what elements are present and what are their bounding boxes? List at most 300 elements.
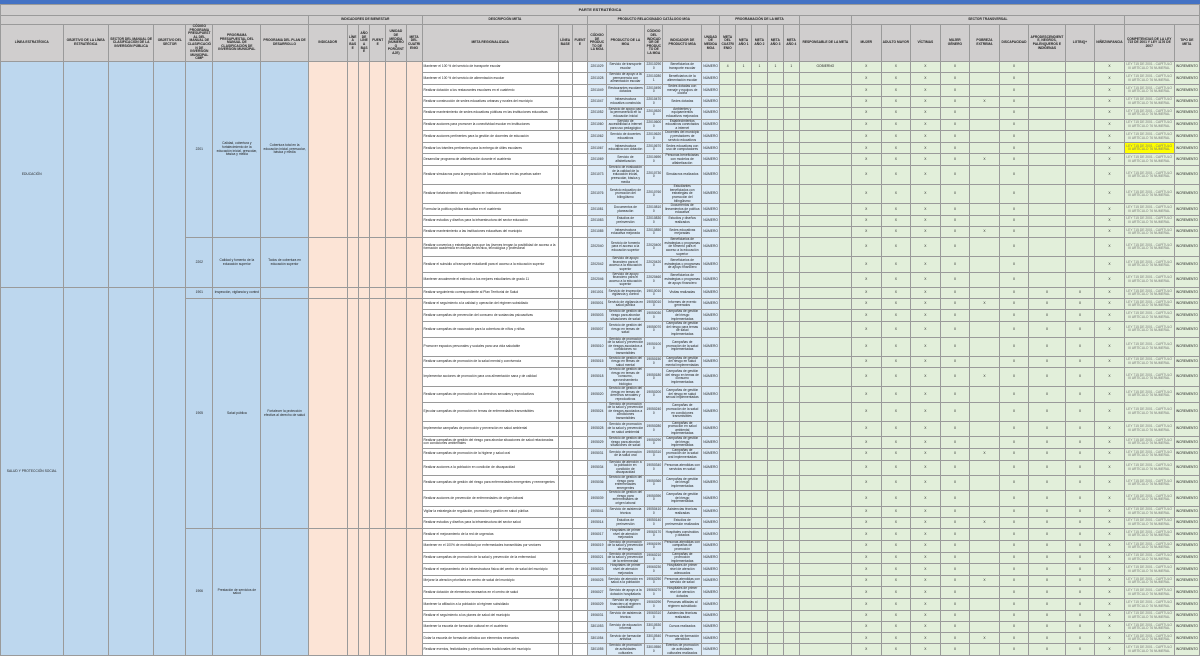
population-mark: X <box>940 599 970 611</box>
meta-y2 <box>752 84 768 96</box>
meta-total <box>720 506 736 517</box>
meta-y4 <box>783 491 799 506</box>
population-mark: X <box>940 131 970 143</box>
meta-source <box>572 368 588 387</box>
mga-indicator-code: 190501800 <box>645 368 663 387</box>
meta-total <box>720 131 736 143</box>
meta-y3 <box>767 633 783 644</box>
population-mark <box>970 61 1000 72</box>
mga-unit: NÚMERO <box>702 436 720 448</box>
population-mark <box>970 610 1000 621</box>
population-mark: X <box>1065 322 1095 337</box>
population-mark: X <box>881 143 911 154</box>
population-mark: X <box>852 107 882 119</box>
meta-y1 <box>736 540 752 552</box>
population-mark <box>970 387 1000 402</box>
mga-product-code: 2201085 <box>588 227 606 238</box>
population-mark <box>1065 131 1095 143</box>
mga-unit: NÚMERO <box>702 517 720 528</box>
meta-y1 <box>736 368 752 387</box>
population-mark: X <box>1065 436 1095 448</box>
population-mark: X <box>1095 421 1125 436</box>
meta-regionalizada: Realizar campañas de prevención del consumo de sustancias psicoactivas <box>422 310 558 322</box>
mga-unit: NÚMERO <box>702 227 720 238</box>
meta-total <box>720 517 736 528</box>
population-mark <box>1029 143 1065 154</box>
mga-indicator-code: 220108300 <box>645 215 663 226</box>
meta-regionalizada: Realizar campañas de promoción de la salud y prevención de la enfermedad <box>422 552 558 564</box>
goal-type: INCREMENTO <box>1174 356 1199 368</box>
meta-y1 <box>736 356 752 368</box>
meta-baseline <box>558 154 572 166</box>
meta-y4 <box>783 387 799 402</box>
mga-unit: NÚMERO <box>702 322 720 337</box>
indicator <box>308 288 347 299</box>
meta-baseline <box>558 143 572 154</box>
mga-indicator: Asistencias técnicas realizadas <box>663 610 702 621</box>
mga-product-code: 2201047 <box>588 96 606 107</box>
mga-indicator-code: 190500300 <box>645 310 663 322</box>
mga-indicator-code: 220204600 <box>645 272 663 287</box>
population-mark: X <box>852 272 882 287</box>
mga-unit: NÚMERO <box>702 633 720 644</box>
mga-product-code: 1905024 <box>588 402 606 421</box>
population-mark: X <box>940 337 970 356</box>
meta-source <box>572 73 588 85</box>
population-mark: X <box>940 576 970 587</box>
population-mark: X <box>911 436 941 448</box>
population-mark: X <box>1095 491 1125 506</box>
population-mark <box>1029 204 1065 216</box>
mga-product: Servicio de promoción de la salud y prevención de riesgos asociados a condiciones no transmisibles <box>607 336 644 355</box>
mga-unit: NÚMERO <box>702 73 720 85</box>
population-mark: X <box>970 299 1000 310</box>
population-mark <box>1065 73 1095 85</box>
law-competence: LEY 715 DE 2001 - CAPÍTULO III ARTÍCULO 76 NUMERAL <box>1124 257 1174 272</box>
population-mark: X <box>999 421 1029 436</box>
meta-y1 <box>736 204 752 216</box>
col-header-21: META DEL CUATRIENIO <box>720 25 736 62</box>
population-mark <box>970 491 1000 506</box>
population-mark: X <box>999 288 1029 299</box>
meta-y3 <box>767 204 783 216</box>
population-mark: X <box>1095 633 1125 644</box>
col-header-29: VÍCTIMAS <box>911 25 941 62</box>
population-mark: X <box>1065 622 1095 633</box>
meta-regionalizada: Realizar convenios y estrategias para que los jóvenes tengan la posibilidad de acceso a la formación académica en educación técnica, tecnológica y profesional <box>422 238 558 257</box>
baseline <box>347 529 358 656</box>
meta-y1 <box>736 238 752 257</box>
meta-y3 <box>767 299 783 310</box>
col-header-26: RESPONSABLE DE LA META <box>799 25 851 62</box>
population-mark: X <box>852 131 882 143</box>
population-mark: X <box>881 436 911 448</box>
meta-y2 <box>752 540 768 552</box>
mga-product-code: 1906027 <box>588 587 606 599</box>
population-mark: X <box>1029 475 1065 490</box>
population-mark: X <box>1029 491 1065 506</box>
goal-type: INCREMENTO <box>1174 421 1199 436</box>
mga-unit: NÚMERO <box>702 421 720 436</box>
mga-unit: NÚMERO <box>702 491 720 506</box>
law-competence: LEY 715 DE 2001 - CAPÍTULO III ARTÍCULO 76 NUMERAL <box>1124 587 1174 599</box>
responsable <box>799 529 851 541</box>
meta-y1 <box>736 633 752 644</box>
population-mark: X <box>881 166 911 185</box>
meta-baseline <box>558 517 572 528</box>
population-mark: X <box>999 491 1029 506</box>
population-mark: X <box>1029 610 1065 621</box>
quadrennium-goal <box>406 238 422 288</box>
population-mark: X <box>940 475 970 490</box>
population-mark: X <box>999 540 1029 552</box>
population-mark: X <box>852 257 882 272</box>
col-header-34: LGTBIQ+ <box>1065 25 1095 62</box>
meta-y2 <box>752 517 768 528</box>
meta-regionalizada: Realizar campañas de promoción de la salud mental y convivencia <box>422 356 558 368</box>
col-header-25: META AÑO 4 <box>783 25 799 62</box>
population-mark: X <box>1095 310 1125 322</box>
responsable <box>799 143 851 154</box>
meta-y1 <box>736 552 752 564</box>
mga-product-code: 1906019 <box>588 540 606 552</box>
population-mark: X <box>911 610 941 621</box>
meta-y1 <box>736 529 752 541</box>
population-mark: X <box>940 540 970 552</box>
meta-y2 <box>752 368 768 387</box>
responsable: GOBIERNO <box>799 61 851 72</box>
meta-baseline <box>558 622 572 633</box>
meta-total <box>720 299 736 310</box>
meta-y2 <box>752 491 768 506</box>
population-mark <box>970 166 1000 185</box>
meta-baseline <box>558 599 572 611</box>
mga-product: Infraestructura educativa construida <box>606 96 645 107</box>
meta-y2 <box>752 337 768 356</box>
meta-total <box>720 610 736 621</box>
population-mark <box>970 506 1000 517</box>
population-mark: X <box>852 185 882 204</box>
responsable <box>799 421 851 436</box>
meta-y3 <box>767 73 783 85</box>
meta-y1 <box>736 166 752 185</box>
population-mark: X <box>940 185 970 204</box>
meta-baseline <box>558 387 572 402</box>
program-name: Calidad, cobertura y fortalecimiento de la educación inicial, prescolar, básica y media <box>213 61 261 237</box>
mga-indicator-code: 190501000 <box>645 337 663 356</box>
col-header-2: SECTOR DEL MANUAL DE CLASIFICACIÓN DE LA INVERSIÓN PÚBLICA <box>108 25 153 62</box>
population-mark <box>970 564 1000 576</box>
population-mark: X <box>1065 356 1095 368</box>
mga-product: Servicio de promoción de la salud y prevención de la enfermedad <box>607 551 644 563</box>
sheet-title: PARTE ESTRATÉGICA <box>1 5 1200 16</box>
meta-source <box>572 96 588 107</box>
mga-product-code: 2201067 <box>588 143 606 154</box>
population-mark: X <box>852 610 882 621</box>
law-competence: LEY 715 DE 2001 - CAPÍTULO III ARTÍCULO 76 NUMERAL <box>1124 299 1174 310</box>
mga-indicator: Sedes dotadas con menaje y equipos de cocina <box>663 84 702 96</box>
population-mark: X <box>999 402 1029 421</box>
population-mark: X <box>1065 644 1095 656</box>
mga-unit: NÚMERO <box>702 310 720 322</box>
mga-product: Hospitales de primer nivel de atención mejorados <box>606 564 645 576</box>
col-header-17: PRODUCTO DE LA MGA <box>606 25 645 62</box>
population-mark: X <box>852 529 882 541</box>
col-header-35: NIÑEZ/INFANCIA <box>1095 25 1125 62</box>
law-competence: LEY 715 DE 2001 - CAPÍTULO III ARTÍCULO 76 NUMERAL <box>1124 131 1174 143</box>
population-mark: X <box>999 119 1029 131</box>
mga-product: Servicio de alfabetización <box>606 154 645 166</box>
mga-product-code: 2202046 <box>588 272 606 287</box>
mga-product-code: 1905007 <box>588 322 606 337</box>
population-mark <box>970 288 1000 299</box>
responsable <box>799 599 851 611</box>
meta-y1 <box>736 322 752 337</box>
meta-source <box>572 154 588 166</box>
population-mark: X <box>940 552 970 564</box>
meta-y2 <box>752 402 768 421</box>
goal-type: INCREMENTO <box>1174 448 1199 460</box>
population-mark: X <box>940 73 970 85</box>
meta-source <box>572 322 588 337</box>
grp-transversal: SECTOR TRANSVERSAL <box>852 16 1125 25</box>
mga-indicator: Estudios y diseños realizados <box>663 215 702 226</box>
goal-type: INCREMENTO <box>1174 599 1199 611</box>
population-mark: X <box>999 272 1029 287</box>
law-competence: LEY 715 DE 2001 - CAPÍTULO III ARTÍCULO 76 NUMERAL <box>1124 368 1174 387</box>
population-mark <box>1065 154 1095 166</box>
responsable <box>799 356 851 368</box>
meta-y3 <box>767 402 783 421</box>
col-header-12: META DEL CUATRIENIO <box>406 25 422 62</box>
mga-indicator: Documentos de lineamientos de política educativa <box>663 204 702 216</box>
population-mark: X <box>911 238 941 257</box>
meta-y1 <box>736 610 752 621</box>
col-header-16: CÓDIGO DE PRODUCTO DE LA MGA <box>588 25 606 62</box>
meta-baseline <box>558 238 572 257</box>
law-competence: LEY 715 DE 2001 - CAPÍTULO III ARTÍCULO 76 NUMERAL <box>1124 272 1174 287</box>
mga-product: Servicio de gestión del riesgo para abordar situaciones de salud <box>606 310 645 322</box>
meta-y3 <box>767 475 783 490</box>
responsable <box>799 299 851 310</box>
law-competence: LEY 715 DE 2001 - CAPÍTULO III ARTÍCULO 76 NUMERAL <box>1124 238 1174 257</box>
population-mark: X <box>970 517 1000 528</box>
meta-source <box>572 299 588 310</box>
meta-total <box>720 460 736 475</box>
population-mark: X <box>999 215 1029 226</box>
population-mark: X <box>852 154 882 166</box>
mga-product: Servicio de promoción de la salud y prevención en salud ambiental <box>606 421 645 436</box>
mga-indicator-code: 190502900 <box>645 436 663 448</box>
population-mark: X <box>940 227 970 238</box>
meta-source <box>572 337 588 356</box>
mga-unit: NÚMERO <box>702 622 720 633</box>
law-competence: LEY 715 DE 2001 - CAPÍTULO III ARTÍCULO 76 NUMERAL <box>1124 475 1174 490</box>
meta-y2 <box>752 460 768 475</box>
population-mark: X <box>999 506 1029 517</box>
meta-y4 <box>783 599 799 611</box>
mga-product-code: 1905028 <box>588 421 606 436</box>
meta-regionalizada: Realizar acciones pertinentes para la gestión de docentes de educación <box>422 131 558 143</box>
population-mark: X <box>940 272 970 287</box>
responsable <box>799 491 851 506</box>
population-mark: X <box>911 310 941 322</box>
meta-y4 <box>783 402 799 421</box>
population-mark: X <box>940 436 970 448</box>
meta-y3 <box>767 119 783 131</box>
population-mark <box>1029 272 1065 287</box>
population-mark: X <box>940 310 970 322</box>
population-mark: X <box>881 73 911 85</box>
table-row <box>1 288 1200 299</box>
population-mark: X <box>1065 421 1095 436</box>
mga-indicator-code: 220107300 <box>645 166 663 185</box>
mga-product-code: 2201052 <box>588 107 606 119</box>
meta-y4 <box>783 215 799 226</box>
baseline-year <box>358 288 369 299</box>
population-mark: X <box>911 299 941 310</box>
population-mark <box>970 107 1000 119</box>
meta-regionalizada: Realizar eventos, festividades y celebraciones tradicionales del municipio <box>422 644 558 656</box>
meta-total <box>720 587 736 599</box>
population-mark: X <box>1065 448 1095 460</box>
mga-product: Servicio de educación informal <box>606 622 645 633</box>
meta-regionalizada: Mejorar la atención prioritaria en centro de salud del municipio <box>422 576 558 587</box>
mga-unit: NÚMERO <box>702 257 720 272</box>
meta-total <box>720 491 736 506</box>
population-mark <box>1029 96 1065 107</box>
program-code: 2202 <box>186 238 213 288</box>
population-mark: X <box>1095 644 1125 656</box>
baseline <box>347 299 358 529</box>
meta-y4 <box>783 644 799 656</box>
mga-product-code: 1905001 <box>588 299 606 310</box>
mga-indicator: Personas afiliadas al régimen subsidiado <box>663 599 702 611</box>
population-mark: X <box>1065 491 1095 506</box>
goal-type: INCREMENTO <box>1174 96 1199 107</box>
responsable <box>799 540 851 552</box>
population-mark <box>970 84 1000 96</box>
population-mark: X <box>999 227 1029 238</box>
col-header-13: META REGIONALIZADA <box>422 25 558 62</box>
law-competence: LEY 715 DE 2001 - CAPÍTULO III ARTÍCULO 76 NUMERAL <box>1124 61 1174 72</box>
population-mark: X <box>911 622 941 633</box>
mga-product: Restaurantes escolares dotados <box>606 84 645 96</box>
population-mark <box>970 436 1000 448</box>
population-mark: X <box>1065 368 1095 387</box>
goal-type: INCREMENTO <box>1174 529 1199 541</box>
population-mark: X <box>881 119 911 131</box>
law-competence: LEY 715 DE 2001 - CAPÍTULO III ARTÍCULO 76 NUMERAL <box>1124 599 1174 611</box>
meta-y3 <box>767 185 783 204</box>
mga-indicator-code: 330105400 <box>645 633 663 644</box>
responsable <box>799 564 851 576</box>
population-mark: X <box>940 610 970 621</box>
meta-y3 <box>767 154 783 166</box>
meta-y3 <box>767 529 783 541</box>
mga-product-code: 2201083 <box>588 215 606 226</box>
col-header-19: INDICADOR DE PRODUCTO MGA <box>663 25 702 62</box>
goal-type: INCREMENTO <box>1174 257 1199 272</box>
population-mark: X <box>1065 475 1095 490</box>
meta-source <box>572 143 588 154</box>
meta-total <box>720 356 736 368</box>
meta-y3 <box>767 448 783 460</box>
mga-indicator: Sedes dotadas <box>663 96 702 107</box>
meta-source <box>572 517 588 528</box>
baseline-year <box>358 61 369 237</box>
responsable <box>799 552 851 564</box>
population-mark: X <box>911 166 941 185</box>
population-mark: X <box>852 387 882 402</box>
mga-indicator-code: 190503600 <box>645 475 663 490</box>
population-mark: X <box>881 421 911 436</box>
population-mark: X <box>852 644 882 656</box>
meta-y4 <box>783 576 799 587</box>
population-mark: X <box>1095 73 1125 85</box>
plan-program: Todos de cobertura en educación superior <box>261 238 309 288</box>
population-mark: X <box>852 84 882 96</box>
meta-y1: 1 <box>736 61 752 72</box>
mga-product-code: 1905041 <box>588 506 606 517</box>
goal-type: INCREMENTO <box>1174 587 1199 599</box>
population-mark: X <box>1029 322 1065 337</box>
goal-type: INCREMENTO <box>1174 131 1199 143</box>
population-mark: X <box>911 61 941 72</box>
population-mark: X <box>999 529 1029 541</box>
responsable <box>799 310 851 322</box>
meta-total <box>720 529 736 541</box>
meta-total <box>720 552 736 564</box>
law-competence: LEY 715 DE 2001 - CAPÍTULO III ARTÍCULO 76 NUMERAL <box>1124 154 1174 166</box>
mga-product-code: 3301055 <box>588 644 606 656</box>
mga-product: Servicio de apoyo a la permanencia con alimentación escolar <box>606 73 645 85</box>
mga-product-code: 1905020 <box>588 387 606 402</box>
population-mark: X <box>911 633 941 644</box>
meta-y3 <box>767 166 783 185</box>
meta-y2 <box>752 644 768 656</box>
grp-blank <box>1 16 309 25</box>
meta-baseline <box>558 288 572 299</box>
meta-y3 <box>767 227 783 238</box>
mga-product: Servicio de gestión del riesgo en temas de derechos sexuales y reproductivos <box>606 387 645 402</box>
meta-y3 <box>767 322 783 337</box>
mga-product: Servicio de gestión del riesgo en temas de consumo, aprovechamiento biológico <box>606 368 645 387</box>
mga-indicator-code: 190601700 <box>645 529 663 541</box>
meta-regionalizada: Formular la política pública educativa en el cuatrienio <box>422 204 558 216</box>
population-mark: X <box>881 576 911 587</box>
population-mark: X <box>881 368 911 387</box>
population-mark: X <box>940 529 970 541</box>
meta-total <box>720 288 736 299</box>
population-mark: X <box>999 587 1029 599</box>
meta-baseline <box>558 257 572 272</box>
responsable <box>799 387 851 402</box>
meta-y3 <box>767 310 783 322</box>
population-mark: X <box>999 599 1029 611</box>
meta-baseline <box>558 215 572 226</box>
meta-regionalizada: Realizar seguimiento correspondiente al Plan Territorial de Salud <box>422 288 558 299</box>
population-mark: X <box>1095 599 1125 611</box>
meta-y4 <box>783 238 799 257</box>
population-mark: X <box>852 633 882 644</box>
col-header-14: LÍNEA BASE <box>558 25 572 62</box>
population-mark: X <box>940 506 970 517</box>
population-mark: X <box>1029 460 1065 475</box>
population-mark: X <box>852 288 882 299</box>
meta-total <box>720 227 736 238</box>
law-competence: LEY 715 DE 2001 - CAPÍTULO III ARTÍCULO 76 NUMERAL <box>1124 633 1174 644</box>
